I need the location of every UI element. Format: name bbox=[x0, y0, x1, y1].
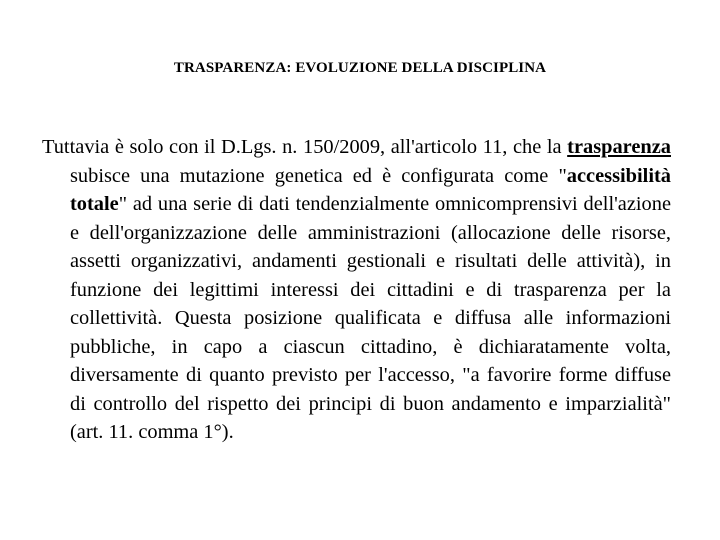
paragraph-text-2: subisce una mutazione genetica ed è configurata come " bbox=[70, 164, 567, 187]
paragraph-text-1: Tuttavia è solo con il D.Lgs. n. 150/2009, all'articolo 11, che la bbox=[42, 136, 568, 158]
body-paragraph bbox=[42, 133, 671, 447]
paragraph-text-3: " ad una serie di dati tendenzialmente omnicomprensivi dell'azione e dell'organizzazione delle amministrazioni (allocazione delle risorse, assetti organizzativi, andamenti gestionali e risultati delle attività), in funzione dei legittimi interessi dei cittadini e di trasparenza per la collettività. Questa posizione qualificata e diffusa alle informazioni pubbliche, in capo a ciascun cittadino, è dichiaratamente volta, diversamente di quanto previsto per l'accesso, "a favorire forme diffuse di controllo del rispetto dei principi di buon andamento e imparzialità" (art. 11. comma 1°). bbox=[70, 193, 671, 443]
slide-title: TRASPARENZA: EVOLUZIONE DELLA DISCIPLINA bbox=[173, 60, 547, 76]
emphasis-accessibilita-totale: accessibilità totale bbox=[70, 164, 671, 215]
emphasis-trasparenza: trasparenza bbox=[567, 136, 671, 158]
